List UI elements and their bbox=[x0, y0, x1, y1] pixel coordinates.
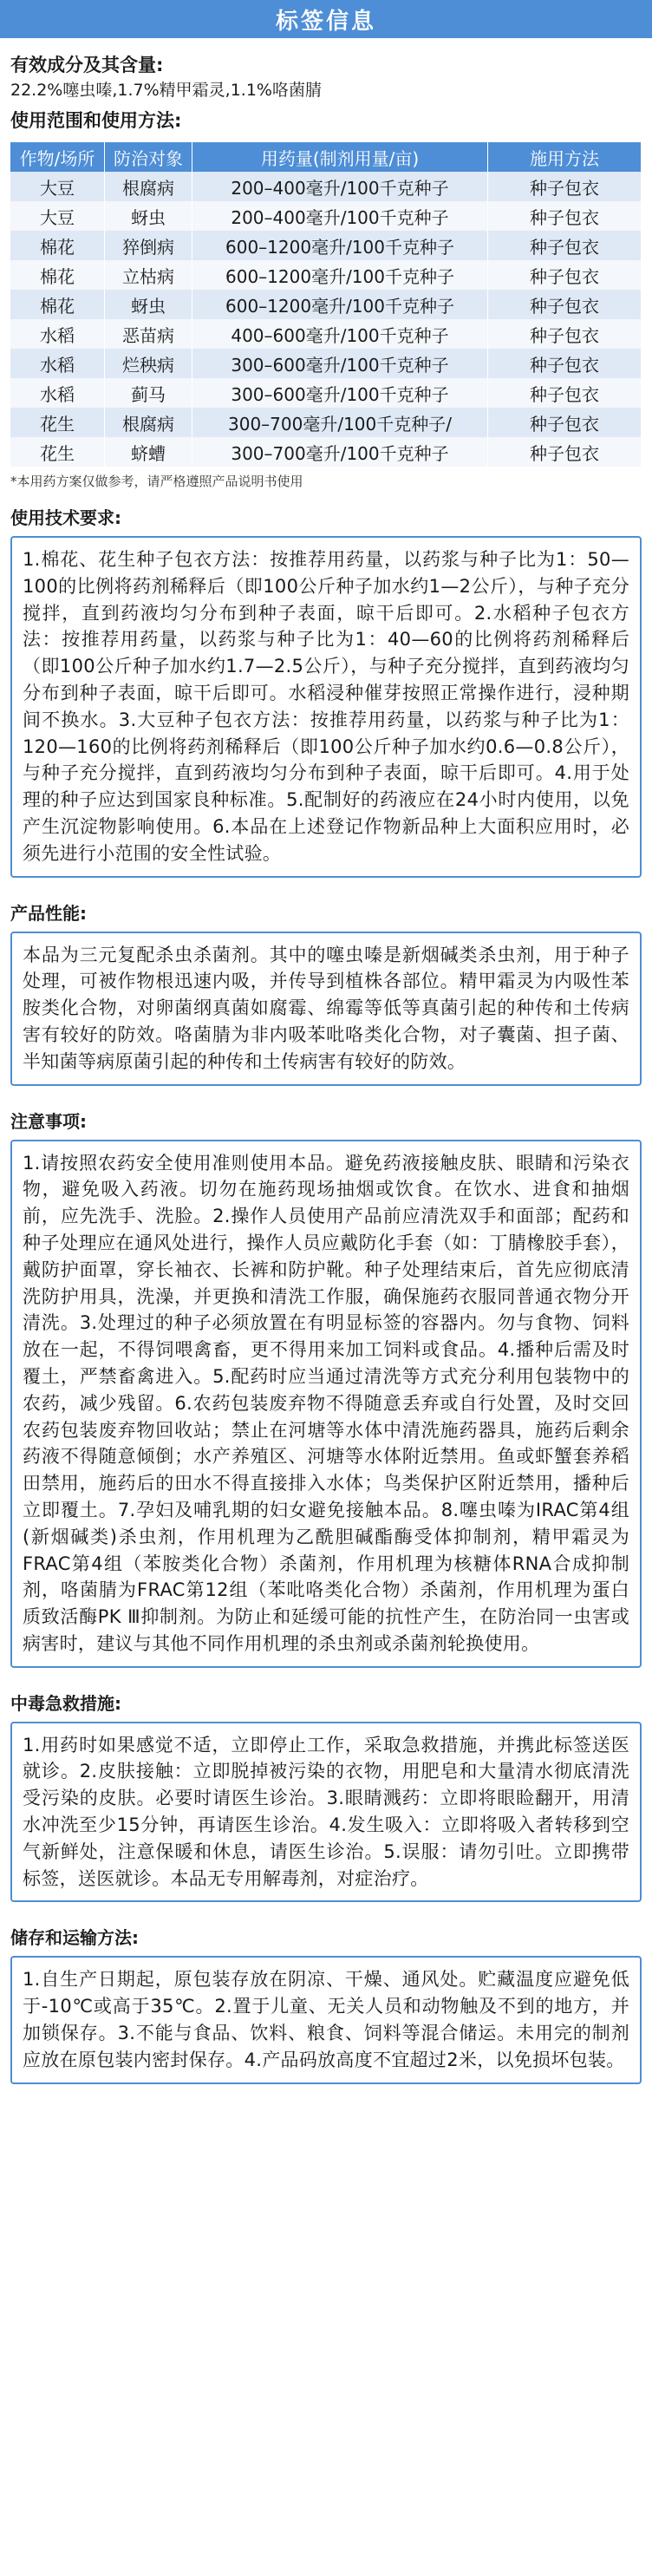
table-cell: 种子包衣 bbox=[488, 201, 642, 231]
table-cell: 种子包衣 bbox=[488, 172, 642, 201]
table-cell: 根腐病 bbox=[105, 172, 192, 201]
table-cell: 根腐病 bbox=[105, 408, 192, 437]
table-row bbox=[10, 319, 642, 349]
column-header: 作物/场所 bbox=[10, 142, 105, 172]
table-cell: 蚜虫 bbox=[105, 290, 192, 319]
table-cell: 水稻 bbox=[10, 349, 105, 378]
table-cell: 水稻 bbox=[10, 378, 105, 408]
table-row bbox=[10, 349, 642, 378]
ingredients-section bbox=[0, 52, 652, 134]
table-cell: 花生 bbox=[10, 408, 105, 437]
usage-footnote: *本用药方案仅做参考，请严格遵照产品说明书使用 bbox=[10, 474, 303, 489]
column-header: 防治对象 bbox=[105, 142, 192, 172]
table-row bbox=[10, 172, 642, 201]
technique-card bbox=[10, 536, 642, 878]
table-cell: 300–600毫升/100千克种子 bbox=[192, 378, 488, 408]
table-cell: 大豆 bbox=[10, 172, 105, 201]
table-cell: 300–700毫升/100千克种子/ bbox=[192, 408, 488, 437]
table-row bbox=[10, 201, 642, 231]
table-row bbox=[10, 260, 642, 290]
table-cell: 600–1200毫升/100千克种子 bbox=[192, 260, 488, 290]
usage-table-header bbox=[10, 142, 642, 172]
first-aid-card bbox=[10, 1722, 642, 1903]
table-cell: 种子包衣 bbox=[488, 349, 642, 378]
precautions-heading: 注意事项: bbox=[10, 1110, 87, 1132]
table-cell: 恶苗病 bbox=[105, 319, 192, 349]
table-cell: 蚜虫 bbox=[105, 201, 192, 231]
table-cell: 蓟马 bbox=[105, 378, 192, 408]
table-cell: 猝倒病 bbox=[105, 231, 192, 260]
storage-body: 1.自生产日期起，原包装存放在阴凉、干燥、通风处。贮藏温度应避免低于-10℃或高于35℃。2.置于儿童、无关人员和动物触及不到的地方，并加锁保存。3.不能与食品、饮料、粮食、饲料等混合储运。未用完的制剂应放在原包装内密封保存。4.产品码放高度不宜超过2米，以免损坏包装。 bbox=[23, 1969, 629, 2070]
table-cell: 400–600毫升/100千克种子 bbox=[192, 319, 488, 349]
storage-card bbox=[10, 1956, 642, 2083]
table-row bbox=[10, 408, 642, 437]
technique-body: 1.棉花、花生种子包衣方法：按推荐用药量，以药浆与种子比为1：50—100的比例将药剂稀释后（即100公斤种子加水约1—2公斤），与种子充分搅拌，直到药液均匀分布到种子表面，晾干后即可。2.水稻种子包衣方法：按推荐用药量，以药浆与种子比为1：40—60的比例将药剂稀释后（即100公斤种子加水约1.7—2.5公斤），与种子充分搅拌，直到药液均匀分布到种子表面，晾干后即可。水稻浸种催芽按照正常操作进行，浸种期间不换水。3.大豆种子包衣方法：按推荐用药量，以药浆与种子比为1：120—160的比例将药剂稀释后（即100公斤种子加水约0.6—0.8公斤），与种子充分搅拌，直到药液均匀分布到种子表面，晾干后即可。4.用于处理的种子应达到国家良种标准。5.配制好的药液应在24小时内使用，以免产生沉淀物影响使用。6.本品在上述登记作物新品种上大面积应用时，必须先进行小范围的安全性试验。 bbox=[23, 549, 629, 864]
table-cell: 水稻 bbox=[10, 319, 105, 349]
table-cell: 种子包衣 bbox=[488, 231, 642, 260]
table-row bbox=[10, 231, 642, 260]
storage-heading: 储存和运输方法: bbox=[10, 1927, 139, 1949]
performance-card bbox=[10, 932, 642, 1086]
first-aid-heading: 中毒急救措施: bbox=[10, 1692, 121, 1714]
table-cell: 烂秧病 bbox=[105, 349, 192, 378]
table-cell: 花生 bbox=[10, 437, 105, 467]
table-cell: 种子包衣 bbox=[488, 408, 642, 437]
table-row bbox=[10, 290, 642, 319]
table-cell: 200–400毫升/100千克种子 bbox=[192, 201, 488, 231]
ingredients-text: 22.2%噻虫嗪,1.7%精甲霜灵,1.1%咯菌腈 bbox=[10, 81, 322, 100]
table-cell: 种子包衣 bbox=[488, 290, 642, 319]
performance-heading: 产品性能: bbox=[10, 902, 87, 924]
technique-heading: 使用技术要求: bbox=[10, 507, 121, 528]
table-cell: 棉花 bbox=[10, 260, 105, 290]
column-header: 施用方法 bbox=[488, 142, 642, 172]
usage-table bbox=[10, 142, 642, 467]
precautions-body: 1.请按照农药安全使用准则使用本品。避免药液接触皮肤、眼睛和污染衣物，避免吸入药液。切勿在施药现场抽烟或饮食。在饮水、进食和抽烟前，应先洗手、洗脸。2.操作人员使用产品前应清洗双手和面部；配药和种子处理应在通风处进行，操作人员应戴防化手套（如：丁腈橡胶手套），戴防护面罩，穿长袖衣、长裤和防护靴。种子处理结束后，首先应彻底清洗防护用具，洗澡，并更换和清洗工作服，确保施药衣服同普通衣物分开清洗。3.处理过的种子必须放置在有明显标签的容器内。勿与食物、饲料放在一起，不得饲喂禽畜，更不得用来加工饲料或食品。4.播种后需及时覆土，严禁畜禽进入。5.配药时应当通过清洗等方式充分利用包装物中的农药，减少残留。6.农药包装废弃物不得随意丢弃或自行处置，及时交回农药包装废弃物回收站；禁止在河塘等水体中清洗施药器具，施药后剩余药液不得随意倾倒；水产养殖区、河塘等水体附近禁用。鱼或虾蟹套养稻田禁用，施药后的田水不得直接排入水体；鸟类保护区附近禁用，播种后立即覆土。7.孕妇及哺乳期的妇女避免接触本品。8.噻虫嗪为IRAC第4组(新烟碱类)杀虫剂，作用机理为乙酰胆碱酯酶受体抑制剂，精甲霜灵为FRAC第4组（苯胺类化合物）杀菌剂，作用机理为核糖体RNA合成抑制剂，咯菌腈为FRAC第12组（苯吡咯类化合物）杀菌剂，作用机理为蛋白质致活酶PK Ⅲ抑制剂。为防止和延缓可能的抗性产生，在防治同一虫害或病害时，建议与其他不同作用机理的杀虫剂或杀菌剂轮换使用。 bbox=[23, 1152, 629, 1654]
usage-scope-heading: 使用范围和使用方法: bbox=[10, 110, 182, 131]
table-cell: 大豆 bbox=[10, 201, 105, 231]
page-title-banner: 标签信息 bbox=[0, 0, 652, 38]
table-cell: 600–1200毫升/100千克种子 bbox=[192, 290, 488, 319]
precautions-card bbox=[10, 1140, 642, 1668]
table-cell: 种子包衣 bbox=[488, 378, 642, 408]
table-cell: 200–400毫升/100千克种子 bbox=[192, 172, 488, 201]
column-header: 用药量(制剂用量/亩) bbox=[192, 142, 488, 172]
ingredients-heading: 有效成分及其含量: bbox=[10, 55, 164, 75]
first-aid-body: 1.用药时如果感觉不适，立即停止工作，采取急救措施，并携此标签送医就诊。2.皮肤接触：立即脱掉被污染的衣物，用肥皂和大量清水彻底清洗受污染的皮肤。必要时请医生诊治。3.眼睛溅药：立即将眼睑翻开，用清水冲洗至少15分钟，再请医生诊治。4.发生吸入：立即将吸入者转移到空气新鲜处，注意保暖和休息，请医生诊治。5.误服：请勿引吐。立即携带标签，送医就诊。本品无专用解毒剂，对症治疗。 bbox=[23, 1734, 629, 1889]
table-cell: 300–600毫升/100千克种子 bbox=[192, 349, 488, 378]
table-cell: 300–700毫升/100千克种子 bbox=[192, 437, 488, 467]
performance-body: 本品为三元复配杀虫杀菌剂。其中的噻虫嗪是新烟碱类杀虫剂，用于种子处理，可被作物根迅速内吸，并传导到植株各部位。精甲霜灵为内吸性苯胺类化合物，对卵菌纲真菌如腐霉、绵霉等低等真菌引起的种传和土传病害有较好的防效。咯菌腈为非内吸苯吡咯类化合物，对子囊菌、担子菌、半知菌等病原菌引起的种传和土传病害有较好的防效。 bbox=[23, 944, 629, 1072]
table-cell: 600–1200毫升/100千克种子 bbox=[192, 231, 488, 260]
table-cell: 种子包衣 bbox=[488, 437, 642, 467]
table-row bbox=[10, 378, 642, 408]
table-cell: 蛴螬 bbox=[105, 437, 192, 467]
table-cell: 种子包衣 bbox=[488, 319, 642, 349]
table-cell: 种子包衣 bbox=[488, 260, 642, 290]
table-cell: 棉花 bbox=[10, 231, 105, 260]
table-cell: 棉花 bbox=[10, 290, 105, 319]
table-row bbox=[10, 437, 642, 467]
table-cell: 立枯病 bbox=[105, 260, 192, 290]
